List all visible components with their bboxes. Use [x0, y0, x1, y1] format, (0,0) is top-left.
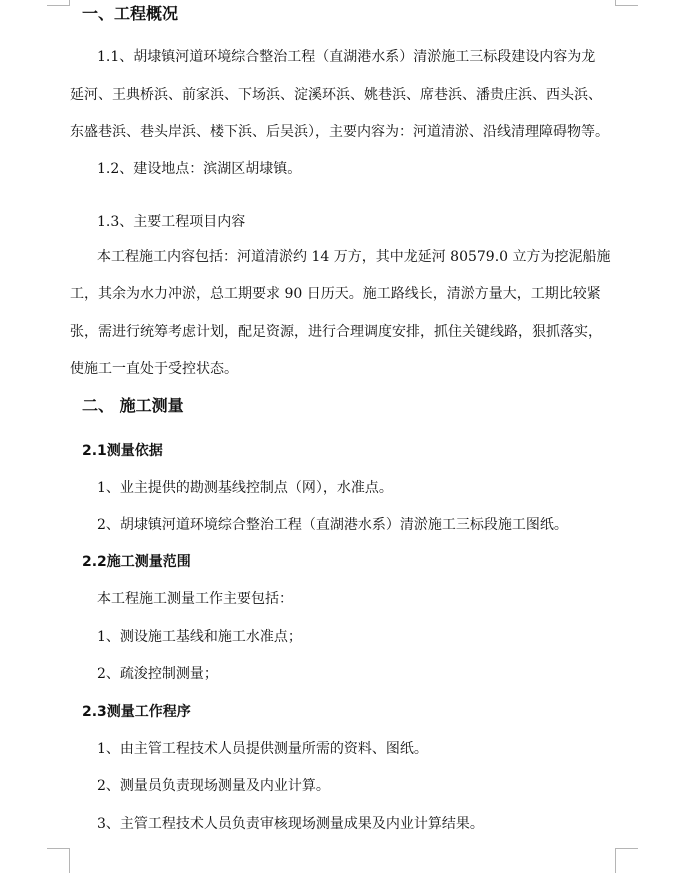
crop-mark-bottom-right — [615, 848, 638, 873]
paragraph-1-2: 1.2、建设地点：滨湖区胡埭镇。 — [97, 161, 302, 177]
crop-mark-top-left — [47, 0, 70, 6]
paragraph-1-1-line-2: 延河、王典桥浜、前家浜、下场浜、淀溪环浜、姚巷浜、席巷浜、潘贵庄浜、西头浜、 — [70, 87, 602, 103]
list-item-2-1-1: 1、业主提供的勘测基线控制点（网），水准点。 — [97, 480, 393, 496]
section2-title: 二、 施工测量 — [82, 396, 184, 415]
paragraph-1-3-line-3: 张，需进行统筹考虑计划，配足资源，进行合理调度安排，抓住关键线路，狠抓落实， — [70, 324, 602, 340]
heading-1-3: 1.3、主要工程项目内容 — [97, 214, 246, 230]
heading-2-1: 2.1测量依据 — [82, 443, 163, 459]
crop-mark-bottom-left — [47, 848, 70, 873]
list-item-2-3-1: 1、由主管工程技术人员提供测量所需的资料、图纸。 — [97, 741, 428, 757]
heading-2-2: 2.2施工测量范围 — [82, 554, 191, 570]
heading-2-3: 2.3测量工作程序 — [82, 704, 191, 720]
list-item-2-2-2: 2、疏浚控制测量； — [97, 666, 218, 682]
list-item-2-2-1: 1、测设施工基线和施工水准点； — [97, 629, 302, 645]
paragraph-2-2-intro: 本工程施工测量工作主要包括： — [97, 591, 293, 607]
list-item-2-3-3: 3、主管工程技术人员负责审核现场测量成果及内业计算结果。 — [97, 816, 484, 832]
paragraph-1-3-line-4: 使施工一直处于受控状态。 — [70, 361, 238, 377]
list-item-2-1-2: 2、胡埭镇河道环境综合整治工程（直湖港水系）清淤施工三标段施工图纸。 — [97, 517, 568, 533]
section1-title: 一、工程概况 — [82, 4, 179, 23]
paragraph-1-1-line-1: 1.1、胡埭镇河道环境综合整治工程（直湖港水系）清淤施工三标段建设内容为龙 — [97, 49, 596, 65]
list-item-2-3-2: 2、测量员负责现场测量及内业计算。 — [97, 778, 330, 794]
paragraph-1-3-line-1: 本工程施工内容包括：河道清淤约 14 万方，其中龙延河 80579.0 立方为挖泥船施 — [97, 249, 611, 265]
paragraph-1-1-line-3: 东盛巷浜、巷头岸浜、楼下浜、后吴浜），主要内容为：河道清淤、沿线清理障碍物等。 — [70, 124, 609, 140]
crop-mark-top-right — [615, 0, 638, 6]
paragraph-1-3-line-2: 工，其余为水力冲淤，总工期要求 90 日历天。施工路线长，清淤方量大，工期比较紧 — [70, 286, 601, 302]
